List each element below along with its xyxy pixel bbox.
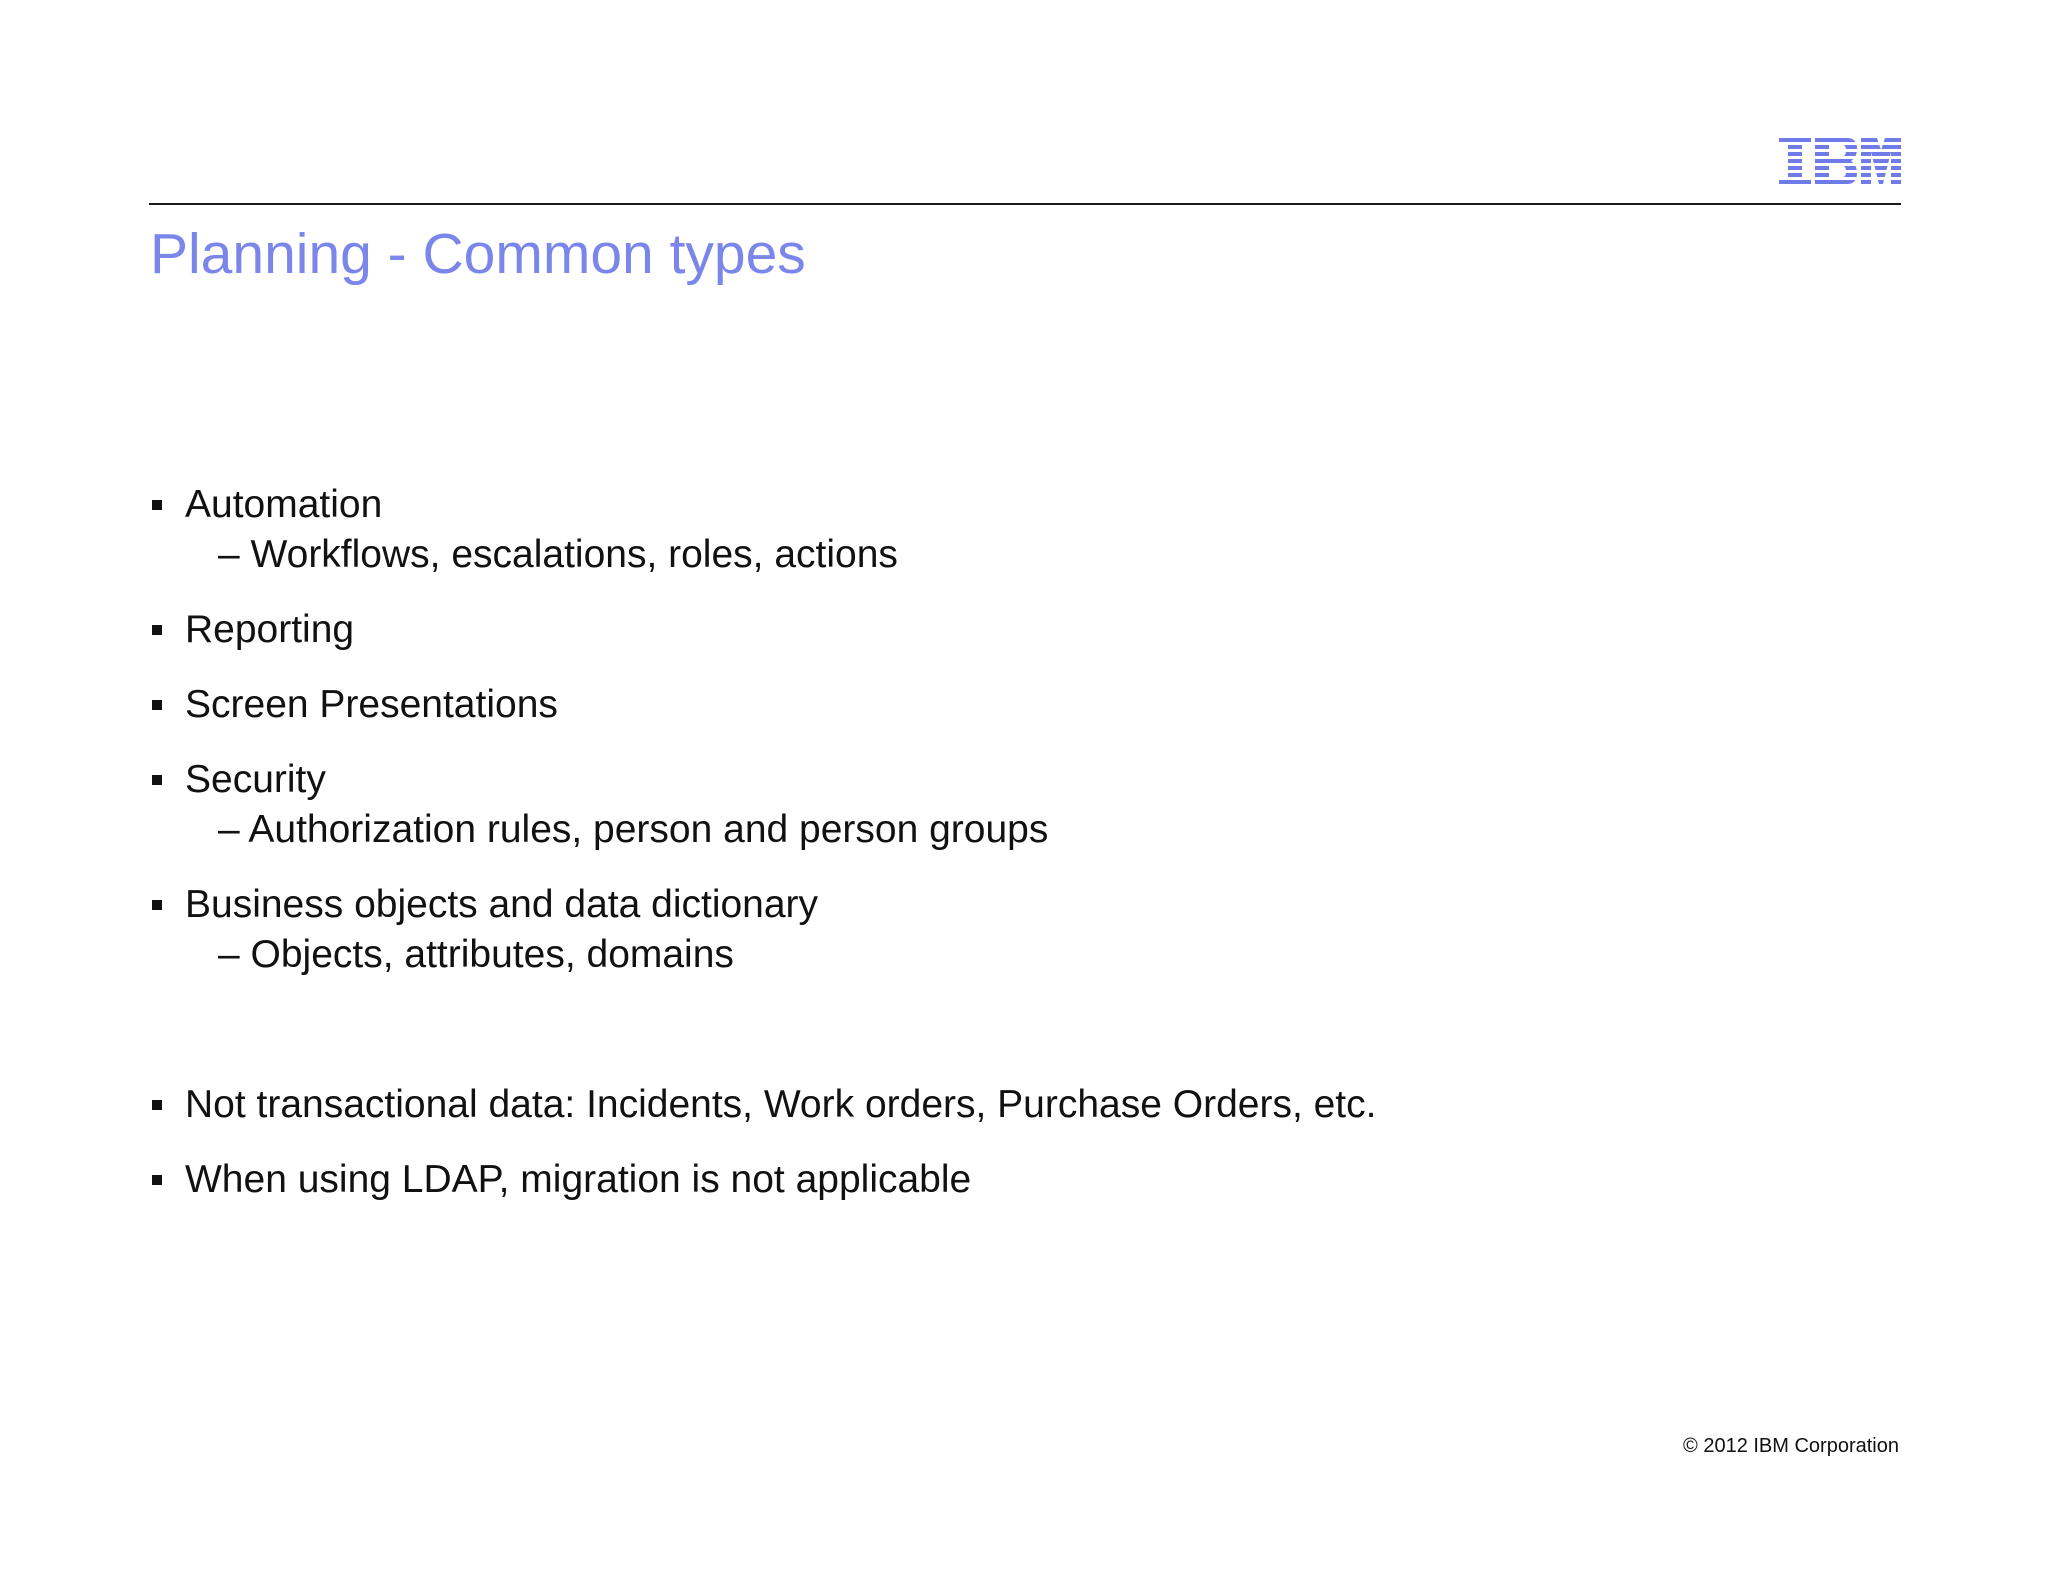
bullet-item bbox=[150, 755, 1850, 855]
bullet-text: Reporting bbox=[185, 608, 355, 651]
bullet-square-icon bbox=[152, 1175, 162, 1185]
sub-bullet-text: – Objects, attributes, domains bbox=[218, 933, 734, 976]
bullet-text: Security bbox=[185, 758, 326, 801]
bullet-square-icon bbox=[152, 625, 162, 635]
bullet-square-icon bbox=[152, 700, 162, 710]
bullet-item bbox=[150, 680, 1850, 730]
bullet-text: Not transactional data: Incidents, Work orders, Purchase Orders, etc. bbox=[185, 1083, 1377, 1126]
header-rule bbox=[149, 203, 1901, 205]
bullet-item bbox=[150, 1155, 1850, 1205]
bullet-text: When using LDAP, migration is not applicable bbox=[185, 1158, 972, 1201]
bullet-item bbox=[150, 480, 1850, 580]
bullet-item bbox=[150, 880, 1850, 980]
bullet-square-icon bbox=[152, 1100, 162, 1110]
copyright-notice: © 2012 IBM Corporation bbox=[1683, 1435, 1899, 1457]
sub-bullet-text: – Authorization rules, person and person groups bbox=[218, 808, 1049, 851]
bullet-square-icon bbox=[152, 775, 162, 785]
bullet-text: Automation bbox=[185, 483, 383, 526]
bullet-item bbox=[150, 605, 1850, 655]
slide-title: Planning - Common types bbox=[150, 222, 806, 286]
bullet-list bbox=[150, 480, 1850, 1205]
ibm-logo bbox=[1779, 138, 1901, 188]
bullet-text: Screen Presentations bbox=[185, 683, 558, 726]
bullet-item bbox=[150, 1080, 1850, 1130]
bullet-square-icon bbox=[152, 900, 162, 910]
sub-bullet-text: – Workflows, escalations, roles, actions bbox=[218, 533, 898, 576]
bullet-text: Business objects and data dictionary bbox=[185, 883, 819, 926]
bullet-square-icon bbox=[152, 500, 162, 510]
